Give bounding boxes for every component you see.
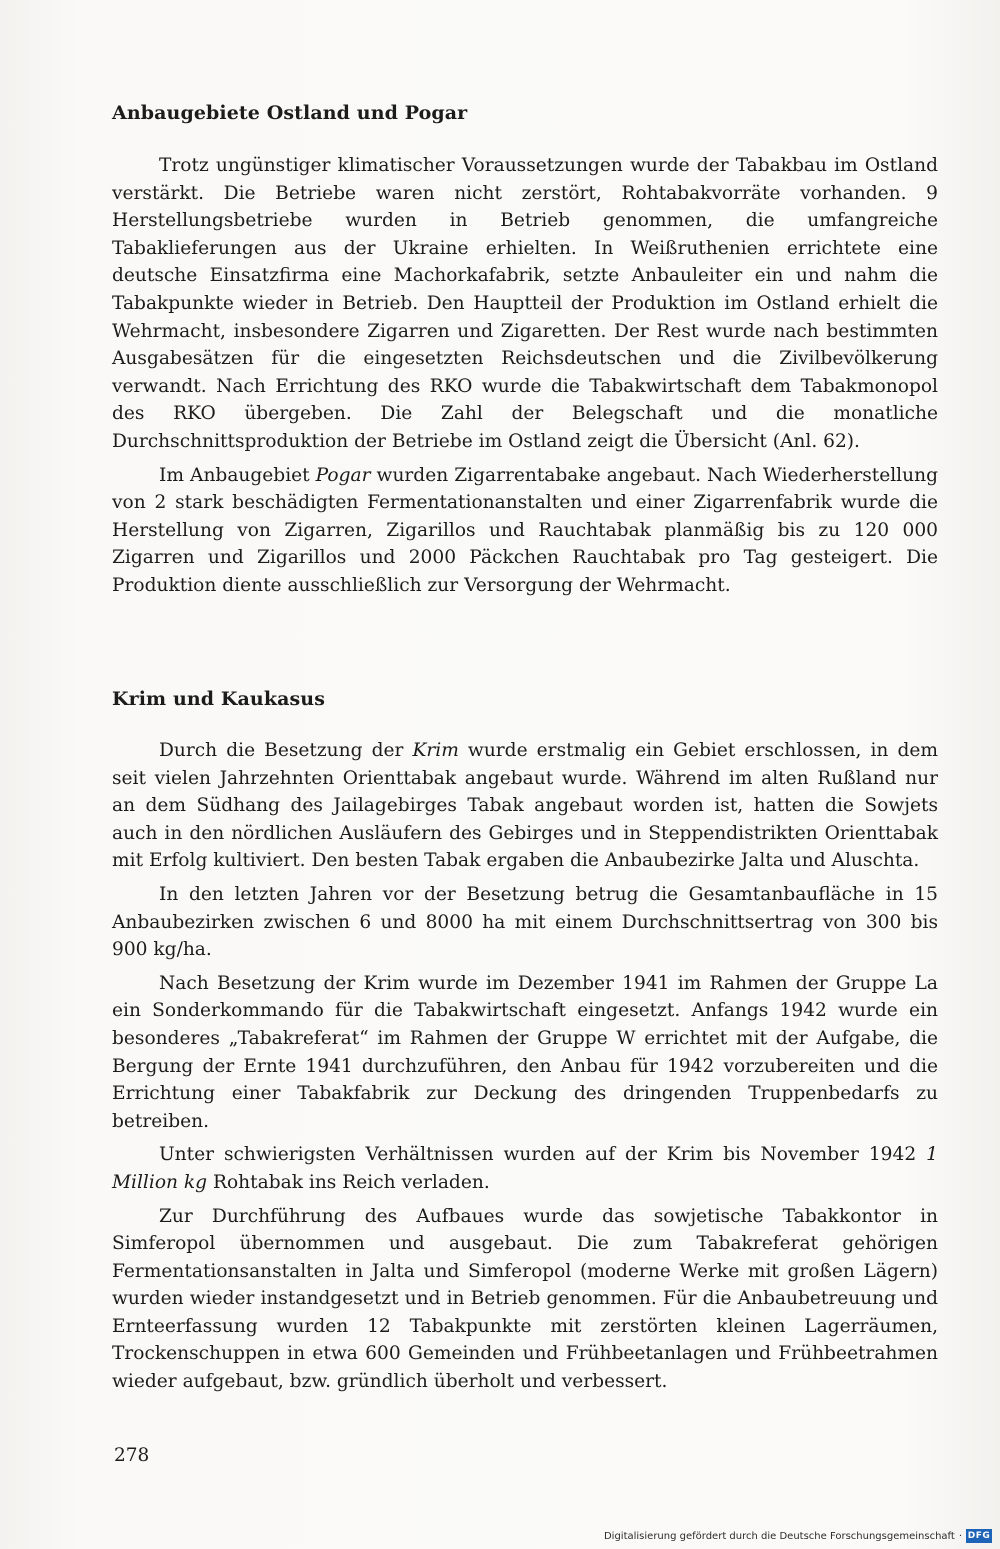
section-heading-ostland: Anbaugebiete Ostland und Pogar	[112, 102, 468, 124]
text-run: Durch die Besetzung der	[159, 740, 413, 761]
section-heading-krim: Krim und Kaukasus	[112, 688, 326, 710]
section-body-ostland	[112, 152, 938, 600]
footer-credit: Digitalisierung gefördert durch die Deutsche Forschungsgemeinschaft · DFG	[603, 1530, 991, 1542]
footer-text: Digitalisierung gefördert durch die Deutsche Forschungsgemeinschaft	[603, 1530, 955, 1542]
italic-term: Pogar	[315, 464, 371, 486]
text-run: Unter schwierigsten Verhältnissen wurden auf der Krim bis November 1942	[159, 1144, 927, 1166]
page-number: 278	[114, 1445, 150, 1466]
dfg-logo-icon: DFG	[967, 1531, 991, 1541]
text-run: wurden Zigarrentabake angebaut. Nach Wiederherstellung von 2 stark beschädigten Fermentationanstalten und einer Zigarrenfabrik wurde die Herstellung von Zigarren, Zigarillos und Rauchtabak planmäßig bis zu 120 000 Zigarren und Zigarillos und 2000 Päckchen Rauchtabak pro Tag gesteigert. Die Produktion diente ausschließlich zur Versorgung der Wehrmacht.	[112, 464, 938, 596]
text-run: Rohtabak ins Reich verladen.	[207, 1171, 490, 1193]
paragraph: In den letzten Jahren vor der Besetzung betrug die Gesamtanbaufläche in 15 Anbaubezirken zwischen 6 und 8000 ha mit einem Durchschnittsertrag von 300 bis 900 kg/ha.	[112, 883, 938, 961]
section-body-krim	[112, 737, 938, 1396]
paragraph	[112, 737, 938, 875]
italic-term: 1 Million kg	[112, 1144, 938, 1193]
text-run: wurde erstmalig ein Gebiet erschlossen, in dem seit vielen Jahrzehnten Orienttabak angebaut wurde. Während im alten Rußland nur an dem Südhang des Jailagebirges Tabak angebaut worden ist, hatten die Sowjets auch in den nördlichen Ausläufern des Gebirges und in Steppendistrikten Orienttabak mit Erfolg kultiviert. Den besten Tabak ergaben die Anbaubezirke Jalta und Aluschta.	[112, 740, 938, 872]
paragraph	[112, 1141, 938, 1196]
paragraph	[112, 462, 938, 600]
paragraph: Trotz ungünstiger klimatischer Voraussetzungen wurde der Tabakbau im Ostland verstärkt. Die Betriebe waren nicht zerstört, Rohtabakvorräte vorhanden. 9 Herstellungsbetriebe wurden in Betrieb genommen, die umfangreiche Tabaklieferungen aus der Ukraine erhielten. In Weißruthenien errichtete eine deutsche Einsatzfirma eine Machorkafabrik, setzte Anbauleiter ein und nahm die Tabakpunkte wieder in Betrieb. Den Hauptteil der Produktion im Ostland erhielt die Wehrmacht, insbesondere Zigarren und Zigaretten. Der Rest wurde nach bestimmten Ausgabesätzen für die eingesetzten Reichsdeutschen und die Zivilbevölkerung verwandt. Nach Errichtung des RKO wurde die Tabakwirtschaft dem Tabakmonopol des RKO übergeben. Die Zahl der Belegschaft und die monatliche Durchschnittsproduktion der Betriebe im Ostland zeigt die Übersicht (Anl. 62).	[112, 155, 938, 452]
text-run: Im Anbaugebiet	[159, 464, 316, 486]
paragraph: Zur Durchführung des Aufbaues wurde das sowjetische Tabakkontor in Simferopol übernommen und ausgebaut. Die zum Tabakreferat gehörigen Fermentationsanstalten in Jalta und Simferopol (moderne Werke mit großen Lägern) wurden wieder instandgesetzt und in Betrieb genommen. Für die Anbaubetreuung und Ernteerfassung wurden 12 Tabakpunkte mit zerstörten kleinen Lagerräumen, Trockenschuppen in etwa 600 Gemeinden und Frühbeetanlagen und Frühbeetrahmen wieder aufgebaut, bzw. gründlich überholt und verbessert.	[112, 1205, 938, 1393]
italic-term: Krim	[412, 740, 459, 761]
paragraph: Nach Besetzung der Krim wurde im Dezember 1941 im Rahmen der Gruppe La ein Sonderkommando für die Tabakwirtschaft eingesetzt. Anfangs 1942 wurde ein besonderes „Tabakreferat“ im Rahmen der Gruppe W errichtet mit der Aufgabe, die Bergung der Ernte 1941 durchzuführen, den Anbau für 1942 vorzubereiten und die Errichtung einer Tabakfabrik zur Deckung des dringenden Truppenbedarfs zu betreiben.	[112, 972, 938, 1132]
